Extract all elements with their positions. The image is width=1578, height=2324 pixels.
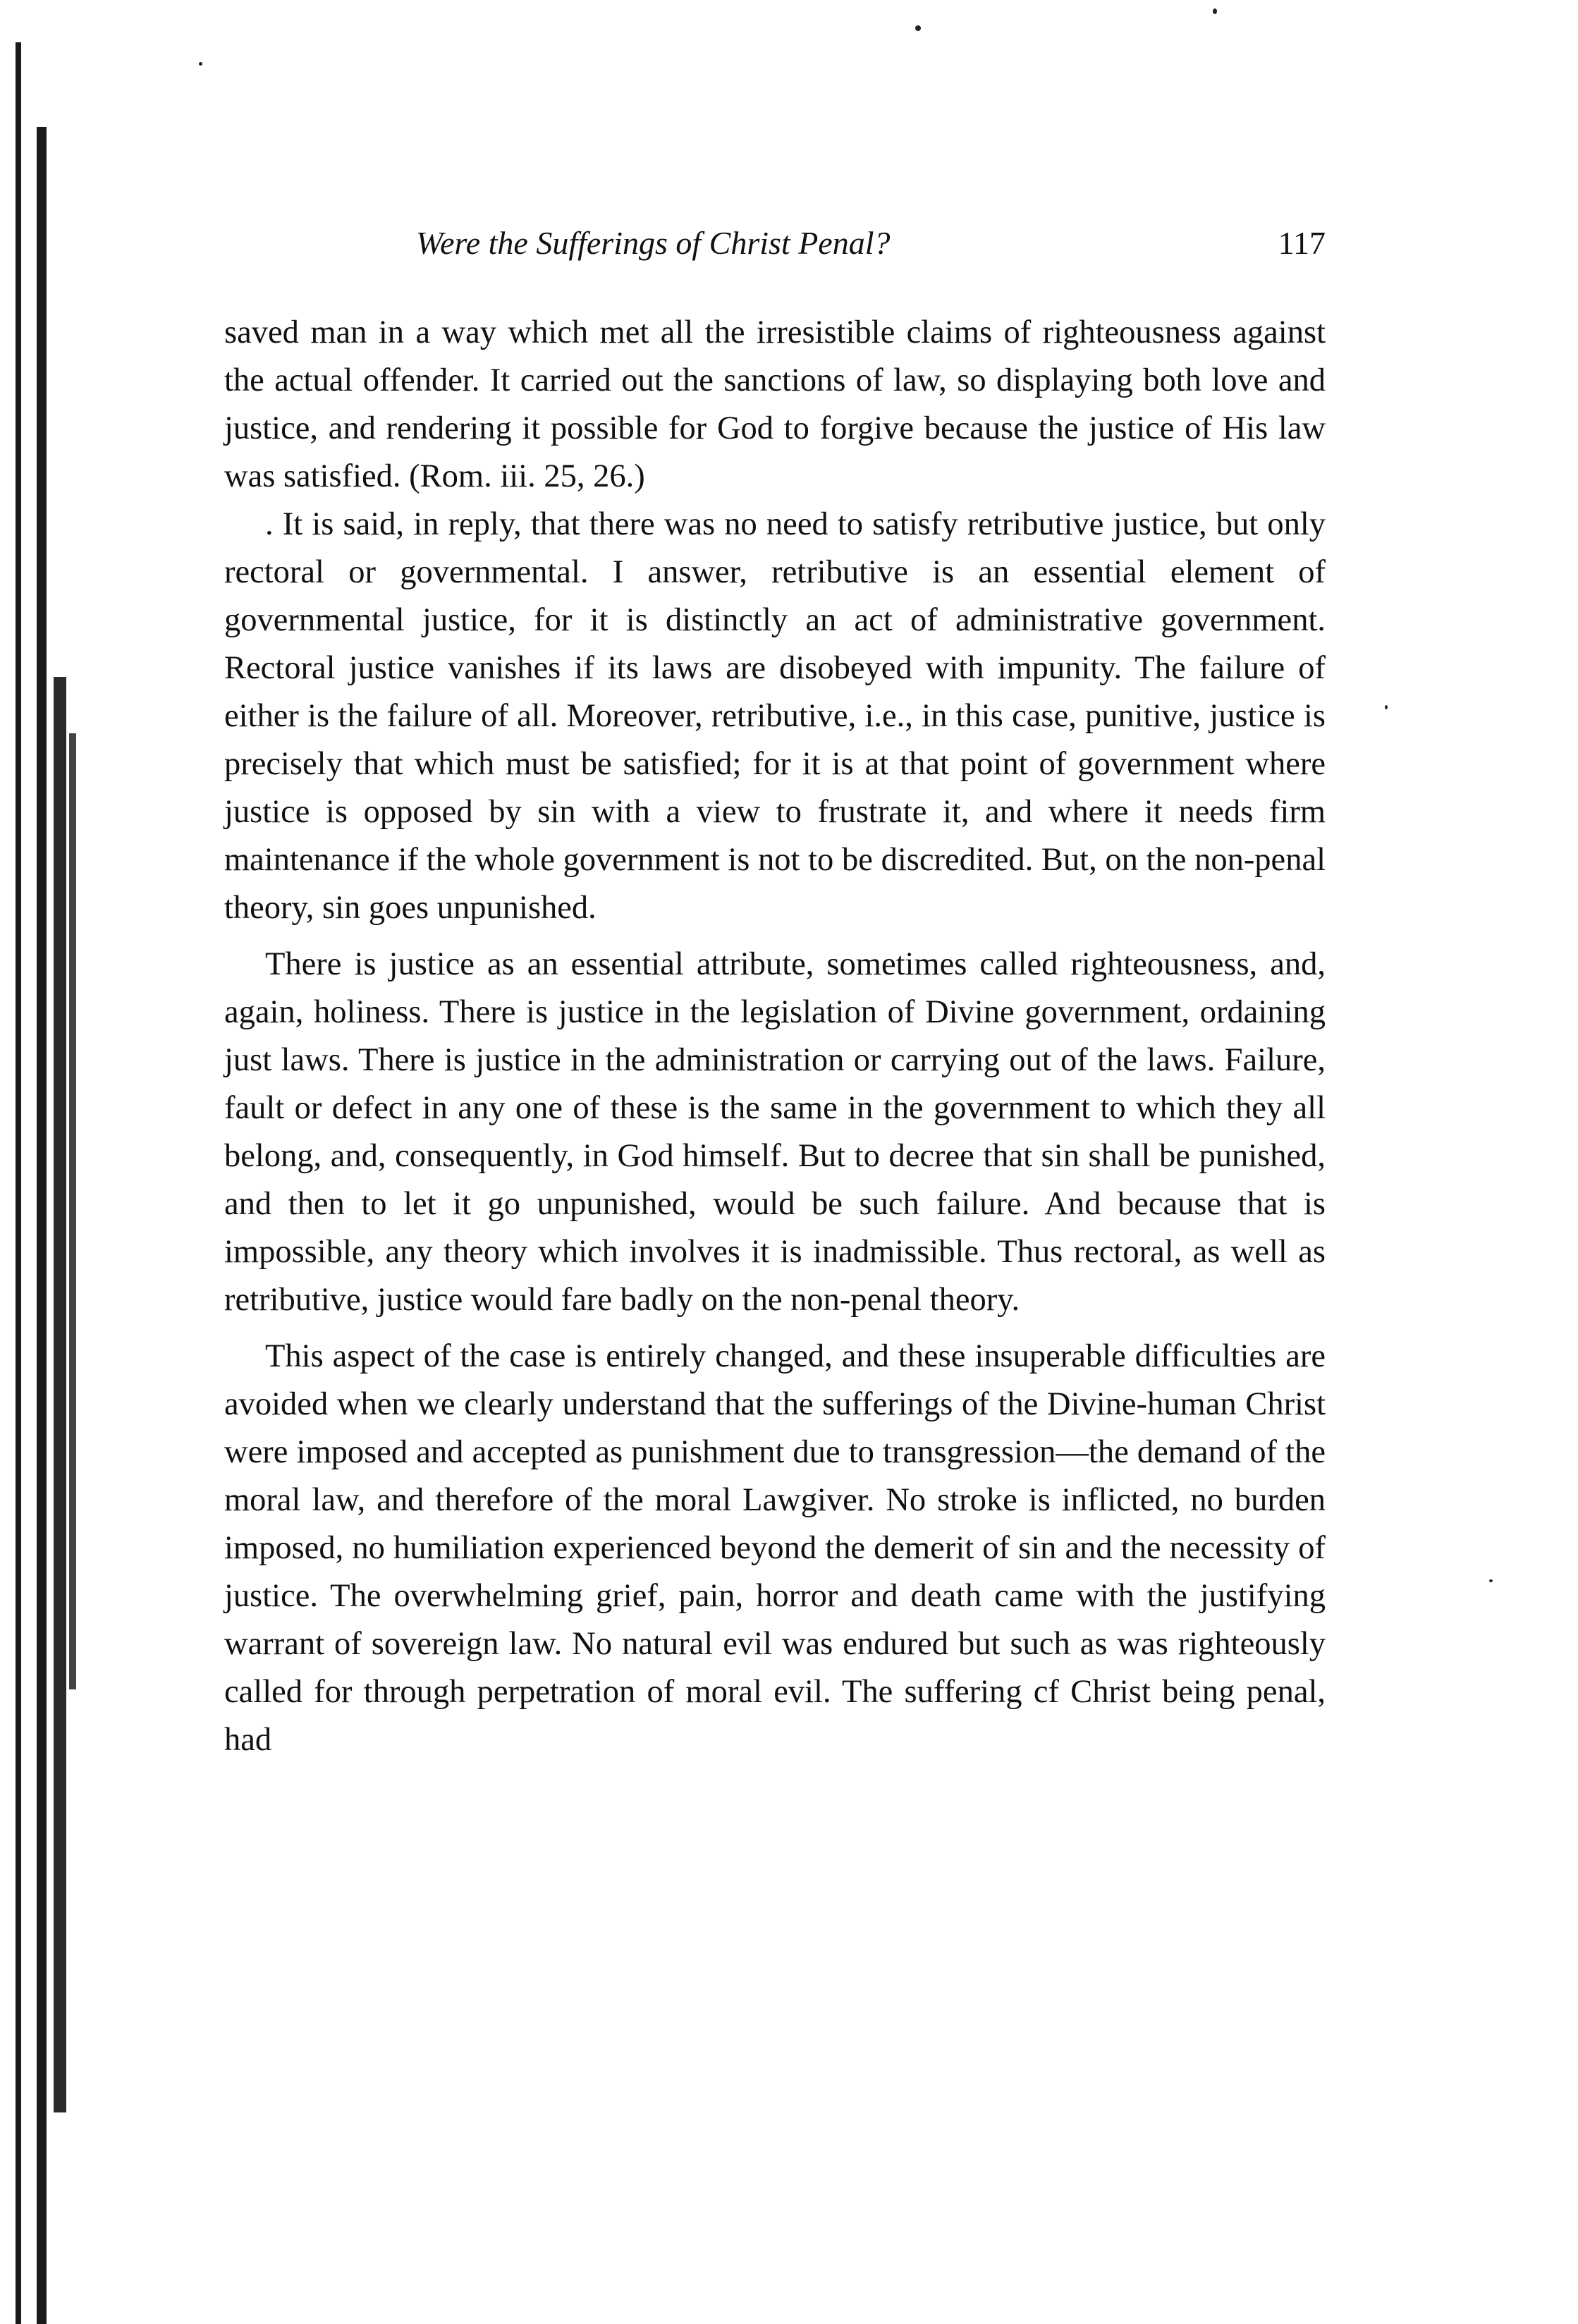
paragraph: saved man in a way which met all the irresistible claims of righteousness against the actual offender. It carried out the sanctions of law, so displaying both love and justice, and rendering it possible for God to forgive because the justice of His law was satisfied. (Rom. iii. 25, 26.): [224, 314, 1326, 494]
paper-speck: [199, 62, 202, 66]
body-text: [224, 309, 1326, 1764]
running-head: [416, 224, 1326, 276]
gutter-strip: [37, 127, 47, 2324]
paper-speck: [915, 25, 921, 31]
gutter-strip: [16, 42, 21, 2324]
paragraph: This aspect of the case is entirely changed, and these insuperable difficulties are avoided when we clearly understand that the sufferings of the Divine-human Christ were imposed and accepted as punishment due to transgression—the demand of the moral law, and therefore of the moral Lawgiver. No stroke is inflicted, no burden imposed, no humiliation experienced beyond the demerit of sin and the necessity of justice. The overwhelming grief, pain, horror and death came with the justifying warrant of sovereign law. No natural evil was endured but such as was righteously called for through perpetration of moral evil. The suffering cf Christ being penal, had: [224, 1338, 1326, 1758]
paper-speck: [1213, 8, 1217, 14]
paragraph: . It is said, in reply, that there was no need to satisfy retributive justice, but only rectoral or governmental. I answer, retributive is an essential element of governmental justice, for it is distinctly an act of administrative government. Rectoral justice vanishes if its laws are disobeyed with impunity. The failure of either is the failure of all. Moreover, retributive, i.e., in this case, punitive, justice is precisely that which must be satisfied; for it is at that point of government where justice is opposed by sin with a view to frustrate it, and where it needs firm maintenance if the whole government is not to be discredited. But, on the non-penal theory, sin goes unpunished.: [224, 506, 1326, 926]
binding-gutter: [16, 42, 93, 2324]
running-head-title: Were the Sufferings of Christ Penal?: [416, 225, 891, 261]
page-number: 117: [1278, 225, 1326, 261]
paper-speck: [1489, 1579, 1493, 1582]
paragraph: There is justice as an essential attribute, sometimes called righteousness, and, again, holiness. There is justice in the legislation of Divine government, ordaining just laws. There is justice in the administration or carrying out of the laws. Failure, fault or defect in any one of these is the same in the government to which they all belong, and, consequently, in God himself. But to decree that sin shall be punished, and then to let it go unpunished, would be such failure. And because that is impossible, any theory which involves it is inadmissible. Thus rectoral, as well as retributive, justice would fare badly on the non-penal theory.: [224, 946, 1326, 1318]
paper-speck: [1385, 705, 1388, 709]
gutter-strip: [69, 733, 76, 1689]
gutter-strip: [54, 677, 66, 2112]
